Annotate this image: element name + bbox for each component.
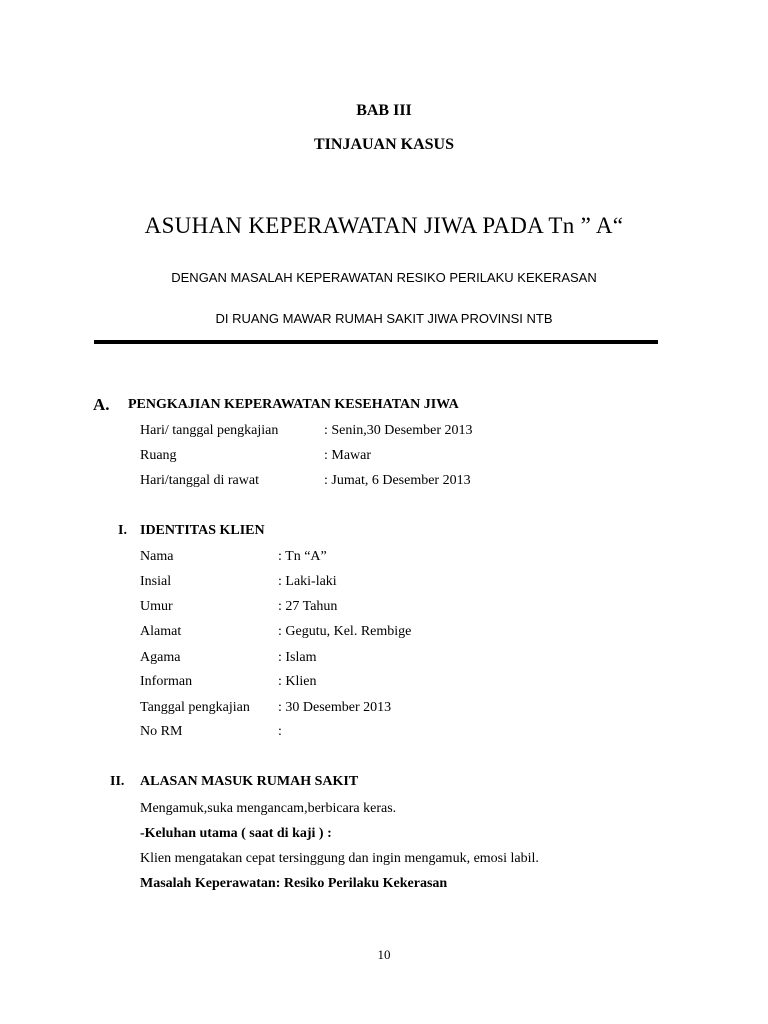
page-number: 10 — [377, 947, 391, 962]
document-subtitle-problem: DENGAN MASALAH KEPERAWATAN RESIKO PERILAKU KEKERASAN — [171, 270, 597, 285]
field-label-medical-record-number: No RM — [140, 724, 183, 739]
field-value-room: : Mawar — [324, 448, 372, 463]
field-value-assessment-date-2: : 30 Desember 2013 — [278, 700, 392, 715]
nursing-problem-text: Masalah Keperawatan: Resiko Perilaku Kekerasan — [140, 876, 448, 891]
chapter-title: TINJAUAN KASUS — [313, 136, 455, 153]
field-value-age: : 27 Tahun — [278, 599, 338, 614]
section-1-numeral: I. — [118, 523, 127, 538]
main-complaint-text: Klien mengatakan cepat tersinggung dan ingin mengamuk, emosi labil. — [140, 851, 539, 866]
section-a-letter: A. — [93, 395, 110, 414]
field-label-informant: Informan — [140, 674, 193, 689]
chapter-label: BAB III — [356, 102, 412, 119]
field-label-address: Alamat — [140, 624, 182, 639]
main-complaint-heading: -Keluhan utama ( saat di kaji ) : — [140, 826, 332, 841]
field-label-room: Ruang — [140, 448, 177, 463]
field-label-age: Umur — [140, 599, 173, 614]
field-label-admission-date: Hari/tanggal di rawat — [140, 473, 259, 488]
field-label-sex: Insial — [140, 574, 172, 589]
section-a-title: PENGKAJIAN KEPERAWATAN KESEHATAN JIWA — [128, 397, 459, 412]
field-label-religion: Agama — [140, 650, 181, 665]
field-value-address: : Gegutu, Kel. Rembige — [278, 624, 412, 639]
admission-reason-text: Mengamuk,suka mengancam,berbicara keras. — [140, 801, 397, 816]
field-label-assessment-date: Hari/ tanggal pengkajian — [140, 423, 279, 438]
field-value-admission-date: : Jumat, 6 Desember 2013 — [324, 473, 471, 488]
field-value-sex: : Laki-laki — [278, 574, 337, 589]
section-1-title: IDENTITAS KLIEN — [140, 523, 265, 538]
document-subtitle-location: DI RUANG MAWAR RUMAH SAKIT JIWA PROVINSI NTB — [215, 311, 553, 326]
section-2-numeral: II. — [110, 774, 125, 789]
field-value-religion: : Islam — [278, 650, 317, 665]
document-title: ASUHAN KEPERAWATAN JIWA PADA Tn ” A“ — [144, 213, 624, 238]
header-divider — [94, 340, 658, 344]
field-value-informant: : Klien — [278, 674, 317, 689]
section-2-title: ALASAN MASUK RUMAH SAKIT — [140, 774, 359, 789]
field-value-name: : Tn “A” — [278, 549, 327, 564]
field-value-assessment-date: : Senin,30 Desember 2013 — [324, 423, 473, 438]
field-value-medical-record-number: : — [278, 724, 282, 739]
field-label-assessment-date-2: Tanggal pengkajian — [140, 700, 250, 715]
field-label-name: Nama — [140, 549, 174, 564]
